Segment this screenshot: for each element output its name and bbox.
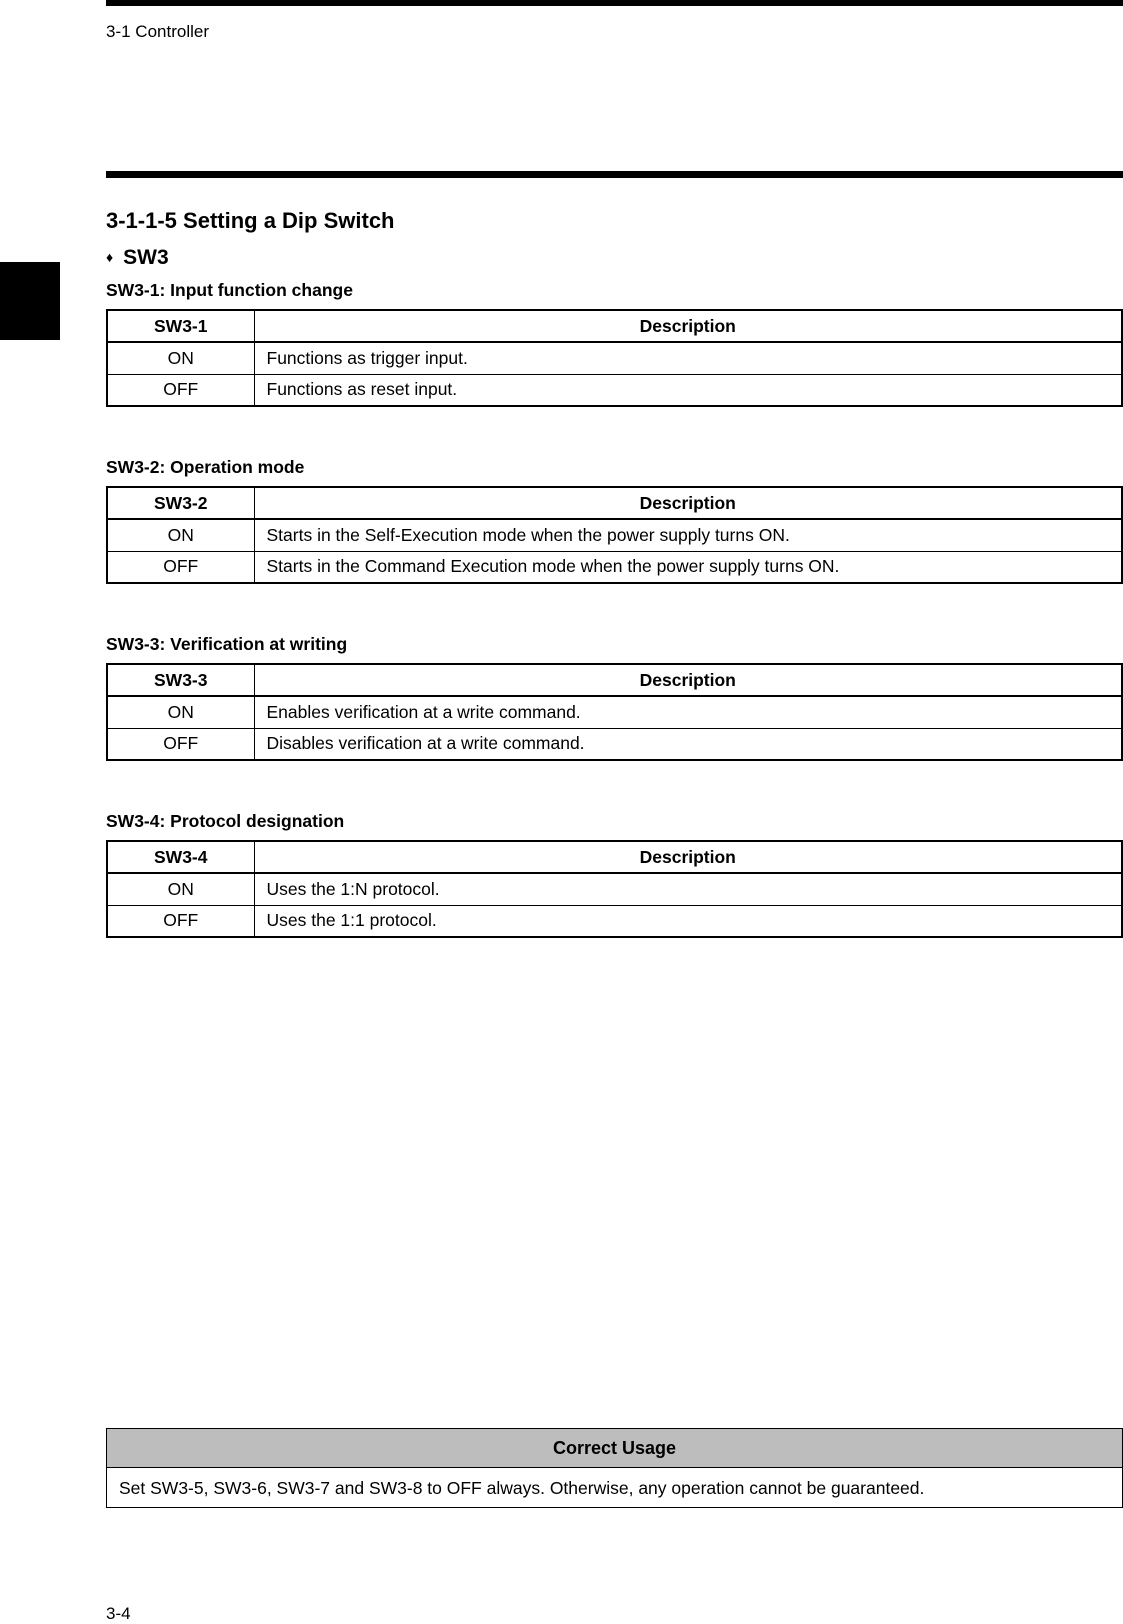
table-header-row (107, 310, 1122, 342)
correct-usage-title: Correct Usage (107, 1429, 1122, 1468)
table-row (107, 696, 1122, 728)
running-head: 3-1 Controller (106, 22, 209, 41)
description-cell: Disables verification at a write command. (254, 728, 1122, 760)
table-sw3-2 (106, 486, 1123, 584)
setting-cell: OFF (107, 905, 254, 937)
column-header-switch: SW3-1 (107, 310, 254, 342)
table-header-row (107, 664, 1122, 696)
table-row (107, 728, 1122, 760)
column-header-switch: SW3-2 (107, 487, 254, 519)
description-cell: Uses the 1:N protocol. (254, 873, 1122, 905)
table-sw3-3 (106, 663, 1123, 761)
table-row (107, 905, 1122, 937)
column-header-description: Description (254, 664, 1122, 696)
table-caption-sw3-3: SW3-3: Verification at writing (106, 634, 348, 654)
page-number: 3-4 (106, 1604, 131, 1623)
description-cell: Starts in the Command Execution mode when the power supply turns ON. (254, 551, 1122, 583)
table-row (107, 551, 1122, 583)
description-cell: Enables verification at a write command. (254, 696, 1122, 728)
table-row (107, 519, 1122, 551)
table-sw3-1 (106, 309, 1123, 407)
setting-cell: OFF (107, 551, 254, 583)
description-cell: Uses the 1:1 protocol. (254, 905, 1122, 937)
table-header-row (107, 487, 1122, 519)
section-title: 3-1-1-5 Setting a Dip Switch (106, 208, 395, 233)
table-sw3-4 (106, 840, 1123, 938)
table-row (107, 374, 1122, 406)
chapter-tab-marker (0, 262, 60, 340)
correct-usage-box (106, 1428, 1123, 1508)
table-header-row (107, 841, 1122, 873)
table-row (107, 873, 1122, 905)
description-cell: Functions as reset input. (254, 374, 1122, 406)
column-header-switch: SW3-4 (107, 841, 254, 873)
setting-cell: OFF (107, 374, 254, 406)
column-header-switch: SW3-3 (107, 664, 254, 696)
diamond-bullet-icon: ♦ (106, 249, 114, 265)
setting-cell: ON (107, 342, 254, 374)
section-rule (106, 171, 1123, 178)
table-caption-sw3-1: SW3-1: Input function change (106, 280, 353, 300)
correct-usage-text: Set SW3-5, SW3-6, SW3-7 and SW3-8 to OFF always. Otherwise, any operation cannot be guaranteed. (119, 1478, 925, 1498)
description-cell: Functions as trigger input. (254, 342, 1122, 374)
setting-cell: OFF (107, 728, 254, 760)
column-header-description: Description (254, 310, 1122, 342)
column-header-description: Description (254, 487, 1122, 519)
description-cell: Starts in the Self-Execution mode when the power supply turns ON. (254, 519, 1122, 551)
column-header-description: Description (254, 841, 1122, 873)
subhead-label: SW3 (123, 246, 169, 269)
table-row (107, 342, 1122, 374)
setting-cell: ON (107, 696, 254, 728)
table-caption-sw3-2: SW3-2: Operation mode (106, 457, 305, 477)
subhead (106, 246, 169, 270)
top-rule (106, 0, 1123, 6)
table-caption-sw3-4: SW3-4: Protocol designation (106, 811, 345, 831)
setting-cell: ON (107, 519, 254, 551)
setting-cell: ON (107, 873, 254, 905)
